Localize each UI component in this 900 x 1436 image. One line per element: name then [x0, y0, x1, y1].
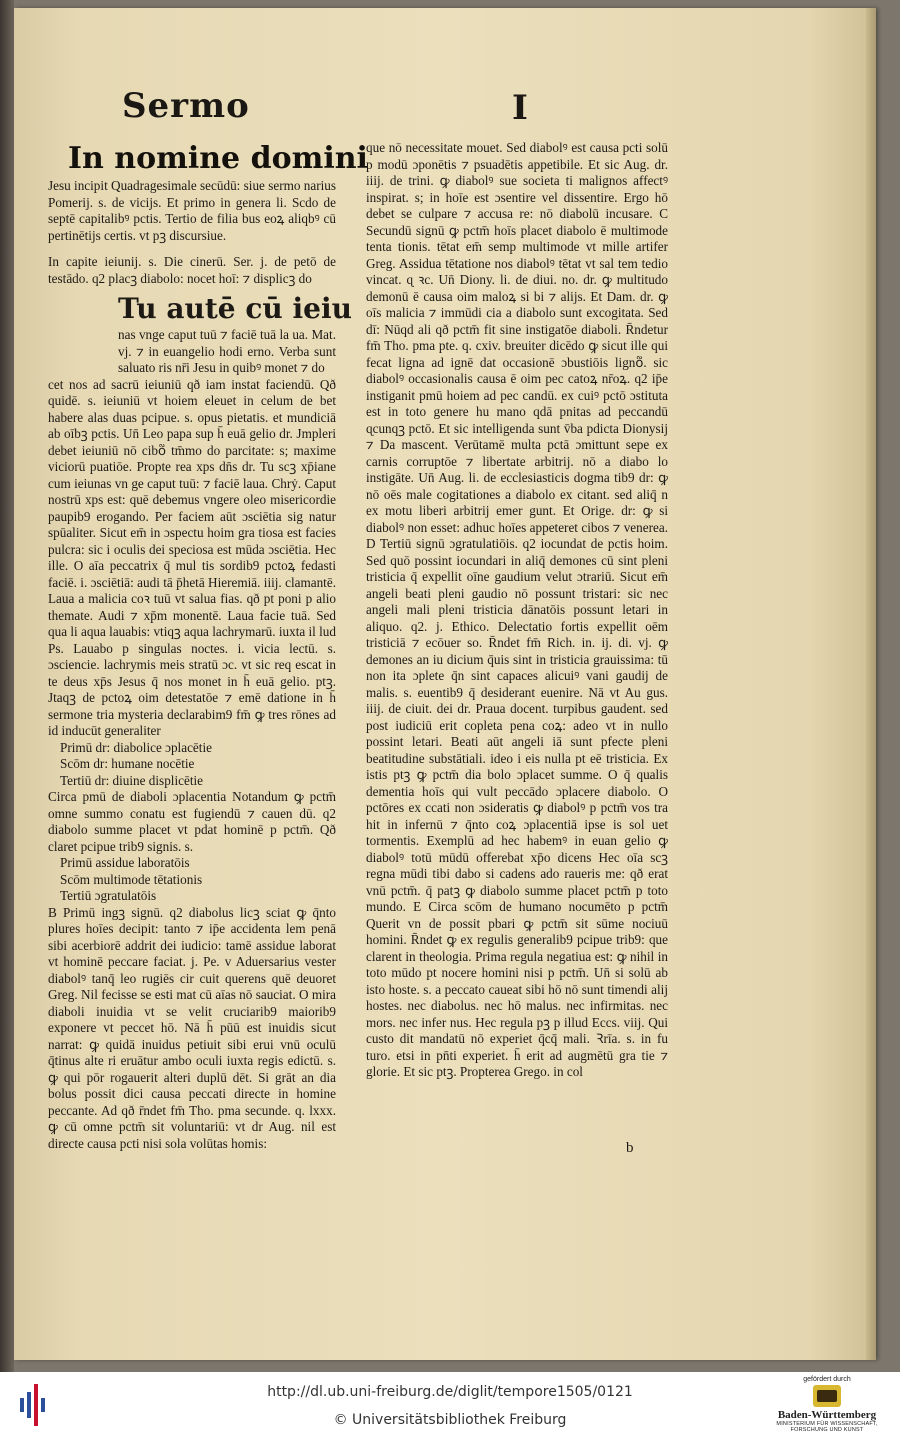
- indented-paragraph: nas vnge caput tuū ⁊ faciē tuā la ua. Mat. vj. ⁊ in euangelio hodi erno. Verba sunt saluato ris nr̄i Jesu in quibꝰ monet ⁊ do: [118, 327, 336, 375]
- text-column-right: [366, 140, 668, 1081]
- text-paragraph: que nō necessitate mouet. Sed diabolꝰ est causa pcti solū p modū ɔponētis ⁊ psuadētis appetibile. Et sic Aug. dr. iiij. de trini. ꝙ diabolꝰ sue societa ti malignos affectꝰ inspirat. s; in hoīe est ɔsentire vel dissentire. Ergo hō debet se culpare ⁊ accusa re: nō diabolū incusare. C Secundū signū ꝙ pctm̄ hoīs placet diabolo ē multimode tenta tionis. tētat em̄ semp multimode vt mille artifer Greg. Assidua tētatione nos diabolꝰ tētat vt sal tem tedio vincat. ɋ ꝛc. Un̄ Diony. li. de diui. no. dr. ꝙ multitudo demonū ē causa oim maloꝝ si bi ⁊ alijs. Et Dam. dr. ꝙ oīs malicia ⁊ immūdi cia a diabolo sunt excogitata. Sed dī: Nūqd ali qð pctm̄ fit sine instigatōe diaboli. R̄ndetur fm̄ Tho. pma pte. q. cxiv. breuiter dicēdo ꝙ sicut ille qui fecat ligna ad ignē dat occasionē ɔbustiōis ligno᷑. sic diabolꝰ occasionalis causa ē oim pec catoꝝ nr̄oꝝ. q2 ip̄e instiganit pmū hoiem ad pec candū. ex cuiꝰ pctō ɔstituta est in toto genere hu mano qdā pnitas ad peccandū ɋcunqꝫ pctō. Et sic intelligenda sunt v̄ba pdicta Dionysij ⁊ Da mascent. Verūtamē multa pctā ɔmittunt sepe ex carnis corruptōe ⁊ libertate arbitrij. nō a diabo lo instigāte. Un̄ Aug. li. de ecclesiasticis dogma tib9 dr: ꝙ nō oēs male cogitationes a diabolo ex citant. sed aliq̄ n ex motu liberi arbitrij emer gunt. Et Orige. dr: ꝙ si diabolꝰ non esset: adhuc hoīes appeteret cibos ⁊ venerea. D Tertiū signū ɔgratulatiōis. q2 iocundat de pctis hoim. Sed quō possint iocundari in aliq̄ demones cū sint pleni tristicia q̄ expellit oīne gaudium velut ɔtrariū. Sicut em̄ angeli beati pleni gaudio nō possunt tristari: sic nec angeli mali pleni tristicia dānatōis possunt letari in aliquo. q2. j. Ethico. Delectatio fortis expellit oēm tristiciā ⁊ ecōuer so. R̄ndet fm̄ Rich. in. ij. di. vj. ꝙ demones an iu dicium q̄uis sint in tristicia grauissima: tū non ita ɔplete q̄n sint capaces alicuiꝰ vani gaudij de malis. s. euentib9 q̄ desiderant euenire. Nā vt Au gus. iiij. de ciuit. dei dr. Praua docent. turpibus gaudent. sed post iudiciū erit copleta pena coꝝ: adeo vt in nullo possint letari. Beati aūt angeli iā sunt pfecte pleni beatitudine substātiali. ideo i eis nulla pt eē tristicia. Ex istis ptꝫ ꝙ pctm̄ dia bolo ɔplacet summe. O q̄ qualis dementia hoīs qui vult peccādo ɔplacere diabolo. O pctōres ex ccati non ɔsideratis ꝙ diabolꝰ p pctm̄ vos tra hit in infernū ⁊ q̄nto coꝝ ɔplacentiā ipse is sol uet tormentis. Exemplū ad hec habemꝰ in euan gelio ꝙ diabolꝰ totū mūdū offerebat xp̄o dicens Hec oīa scꝫ regna mūdi tibi dabo si cadens ado raueris me: qð erat vnū pctm̄. q̄ patꝫ ꝙ diabolo summe placet pctm̄ p toto mundo. E Circa scōm de humano nocumēto p pctm̄ Querit vn de possit pbari ꝙ pctm̄ sit sūme nociuū homini. R̄ndet ꝙ ex regulis generalib9 pcipue trib9: que clarent in theologia. Prima regula negatiua est: ꝙ nihil in toto mūdo pt nocere homini nisi p pctm̄. Un̄ si solū ab isto hoste. s. a peccato caueat sibi hō nō sunt timendi alij hostes. nec diabolus. nec hō malus. nec infirmitas. nec mors. nec infer nus. Hec regula pꝫ p illud Eccs. viij. Qui custo dit mandatū nō experiet q̄cq̄ mali. Ꝛrīa. s. in fu turo. etsi in pn̄ti experiet. h̄ erit ad augmētū gra tie ⁊ glorie. Et sic ptꝫ. Propterea Grego. in col: [366, 140, 668, 1079]
- list-item: Scōm multimode tētationis: [60, 871, 203, 887]
- binding-shadow: [0, 0, 14, 1372]
- folio-number: I: [512, 88, 528, 128]
- list-item: Primū dr: diabolice ɔplacētie: [60, 739, 212, 755]
- paragraph-gap: [48, 244, 336, 254]
- copyright-notice: © Universitätsbibliothek Freiburg: [333, 1412, 567, 1428]
- list-item: Scōm dr: humane nocētie: [60, 756, 195, 771]
- state-crest-icon: [813, 1385, 841, 1407]
- sponsor-block: [772, 1376, 882, 1433]
- sponsor-ministry: MINISTERIUM FÜR WISSENSCHAFT, FORSCHUNG UND KUNST: [776, 1421, 878, 1433]
- text-paragraph: Jesu incipit Quadragesimale secūdū: siue sermo narius Pomerij. s. de vicijs. Et primo in genera li. Scdo de septē capitalibꝰ pctis. Tertio de filia bus eoꝝ aliqbꝰ cū pertinētijs certis. vt pꝫ discursiue.: [48, 178, 336, 243]
- text-column-left: [48, 140, 368, 1152]
- list-item: Tertiū ɔgratulatōis: [60, 888, 157, 903]
- viewer-footer: [0, 1372, 900, 1436]
- initial-text: Tu autē cū ieiu: [118, 292, 352, 325]
- running-head: Sermo: [122, 86, 250, 126]
- sponsor-label: gefördert durch: [803, 1376, 851, 1383]
- list-item: Tertiū dr: diuine displicētie: [60, 772, 204, 788]
- page-url[interactable]: http://dl.ub.uni-freiburg.de/diglit/tempore1505/0121: [267, 1384, 633, 1400]
- signature-mark: b: [626, 1140, 634, 1156]
- text-paragraph: Circa pmū de diaboli ɔplacentia Notandum ꝙ pctm̄ omne summo conatu est fugiendū ⁊ cauen dū. q2 diabolo summe placet vt pdat hominē p pctm̄. Qð claret pcipue trib9 signis. s.: [48, 789, 336, 854]
- text-paragraph: In capite ieiunij. s. Die cinerū. Ser. j. de petō de testādo. q2 placꝫ diabolo: nocet hoī: ⁊ displicꝫ do: [48, 254, 336, 286]
- text-paragraph: B Primū ingꝫ signū. q2 diabolus licꝫ sciat ꝙ q̄nto plures hoīes decipit: tanto ⁊ ip̄e accidenta lem penā sibi acerbiorē addrit dei iudicio: tamē assidue laborat vt hominē peccare faciat. j. Pe. v Aduersarius vester diabolꝰ tanq̄ leo rugiēs cir cuit querens quē deuoret Greg. Nil fecisse se esti mat cū aīas nō sauciat. O mira diaboli inuidia vt se velit cruciarib9 maiorib9 exponere vt peccet hō. Nā h̄ pūū est inuidis sicut narrat: ꝙ quidā inuidus petiuit sibi erui vnū oculū q̄tinus alte ri eruātur ambo oculi iuxta regis edictū. s. ꝙ qui pōr rogauerit alteri duplū dēt. Si grāt an dia bolus possit dici causa peccati directe in homine peccante. Ad qð r̄ndet fm̄ Tho. pma secunde. q. lxxx. ꝙ cū omne pctm̄ sit voluntariū: vt dr Aug. nil est directe causa pcti nisi sola volūtas homis:: [48, 904, 336, 1151]
- sponsor-name: Baden-Württemberg: [777, 1409, 877, 1421]
- list-item: Primū assidue laboratōis: [60, 855, 190, 870]
- text-paragraph: cet nos ad sacrū ieiuniū qð iam instat faciendū. Qð quidē. s. ieiuniū vt hoiem eleuet in celum de bet habere alas duas pcipue. s. opus pietatis. et mundiciā ab oībꝫ pctis. Un̄ Leo papa sup h̄ euā gelio dr. Jmpleri debet ieiuniū nō cibo᷑ tm̄mo do parcitate: s; maxime viciorū puatiōe. Propte rea xps dn̄s dr. Tu scꝫ xp̄iane cum ieiunas vn ge caput tuū: ⁊ faciē laua. Chrẏ. Caput nostrū xps est: quē debemus vngere oleo misericordie paupib9 erogando. Per faciem aūt ɔsciētia sig natur spūaliter. Sicut em̄ in ɔspectu hoim gra tiosa est facies pulcra: sic i oculis dei speciosa est mūda ɔsciētia. Hec ille. O aīa peccatrix q̄ mul tis sordib9 pctoꝝ fedasti faciē. i. ɔsciētiā: audi tā p̄hetā Hieremiā. iiij. clamantē. Laua a malicia coꝛ tuū vt salua fias. qð pt poni p alio themate. Audi ⁊ xp̄m monentē. Laua facie tuā. Sed qua li aqua lauabis: vtiqꝫ aqua lachrymarū. iuxta il lud Ps. Lauabo p singulas noctes. i. vicia lectū. s. ɔsciencie. lachrymis meis stratū ɔc. vt sic req escat in te deus xp̄s Jesus q̄ nos monet in h̄ euā gelio. ptꝫ. Jtaqꝫ de pctoꝝ oim detestatōe ⁊ emē datione in h̄ sermone tria mysteria declarabim9 fm̄ ꝙ tres rōnes ad id inducūt generaliter: [48, 376, 336, 738]
- incipit-heading: In nomine domini: [68, 141, 368, 176]
- page-edge: [866, 8, 876, 1360]
